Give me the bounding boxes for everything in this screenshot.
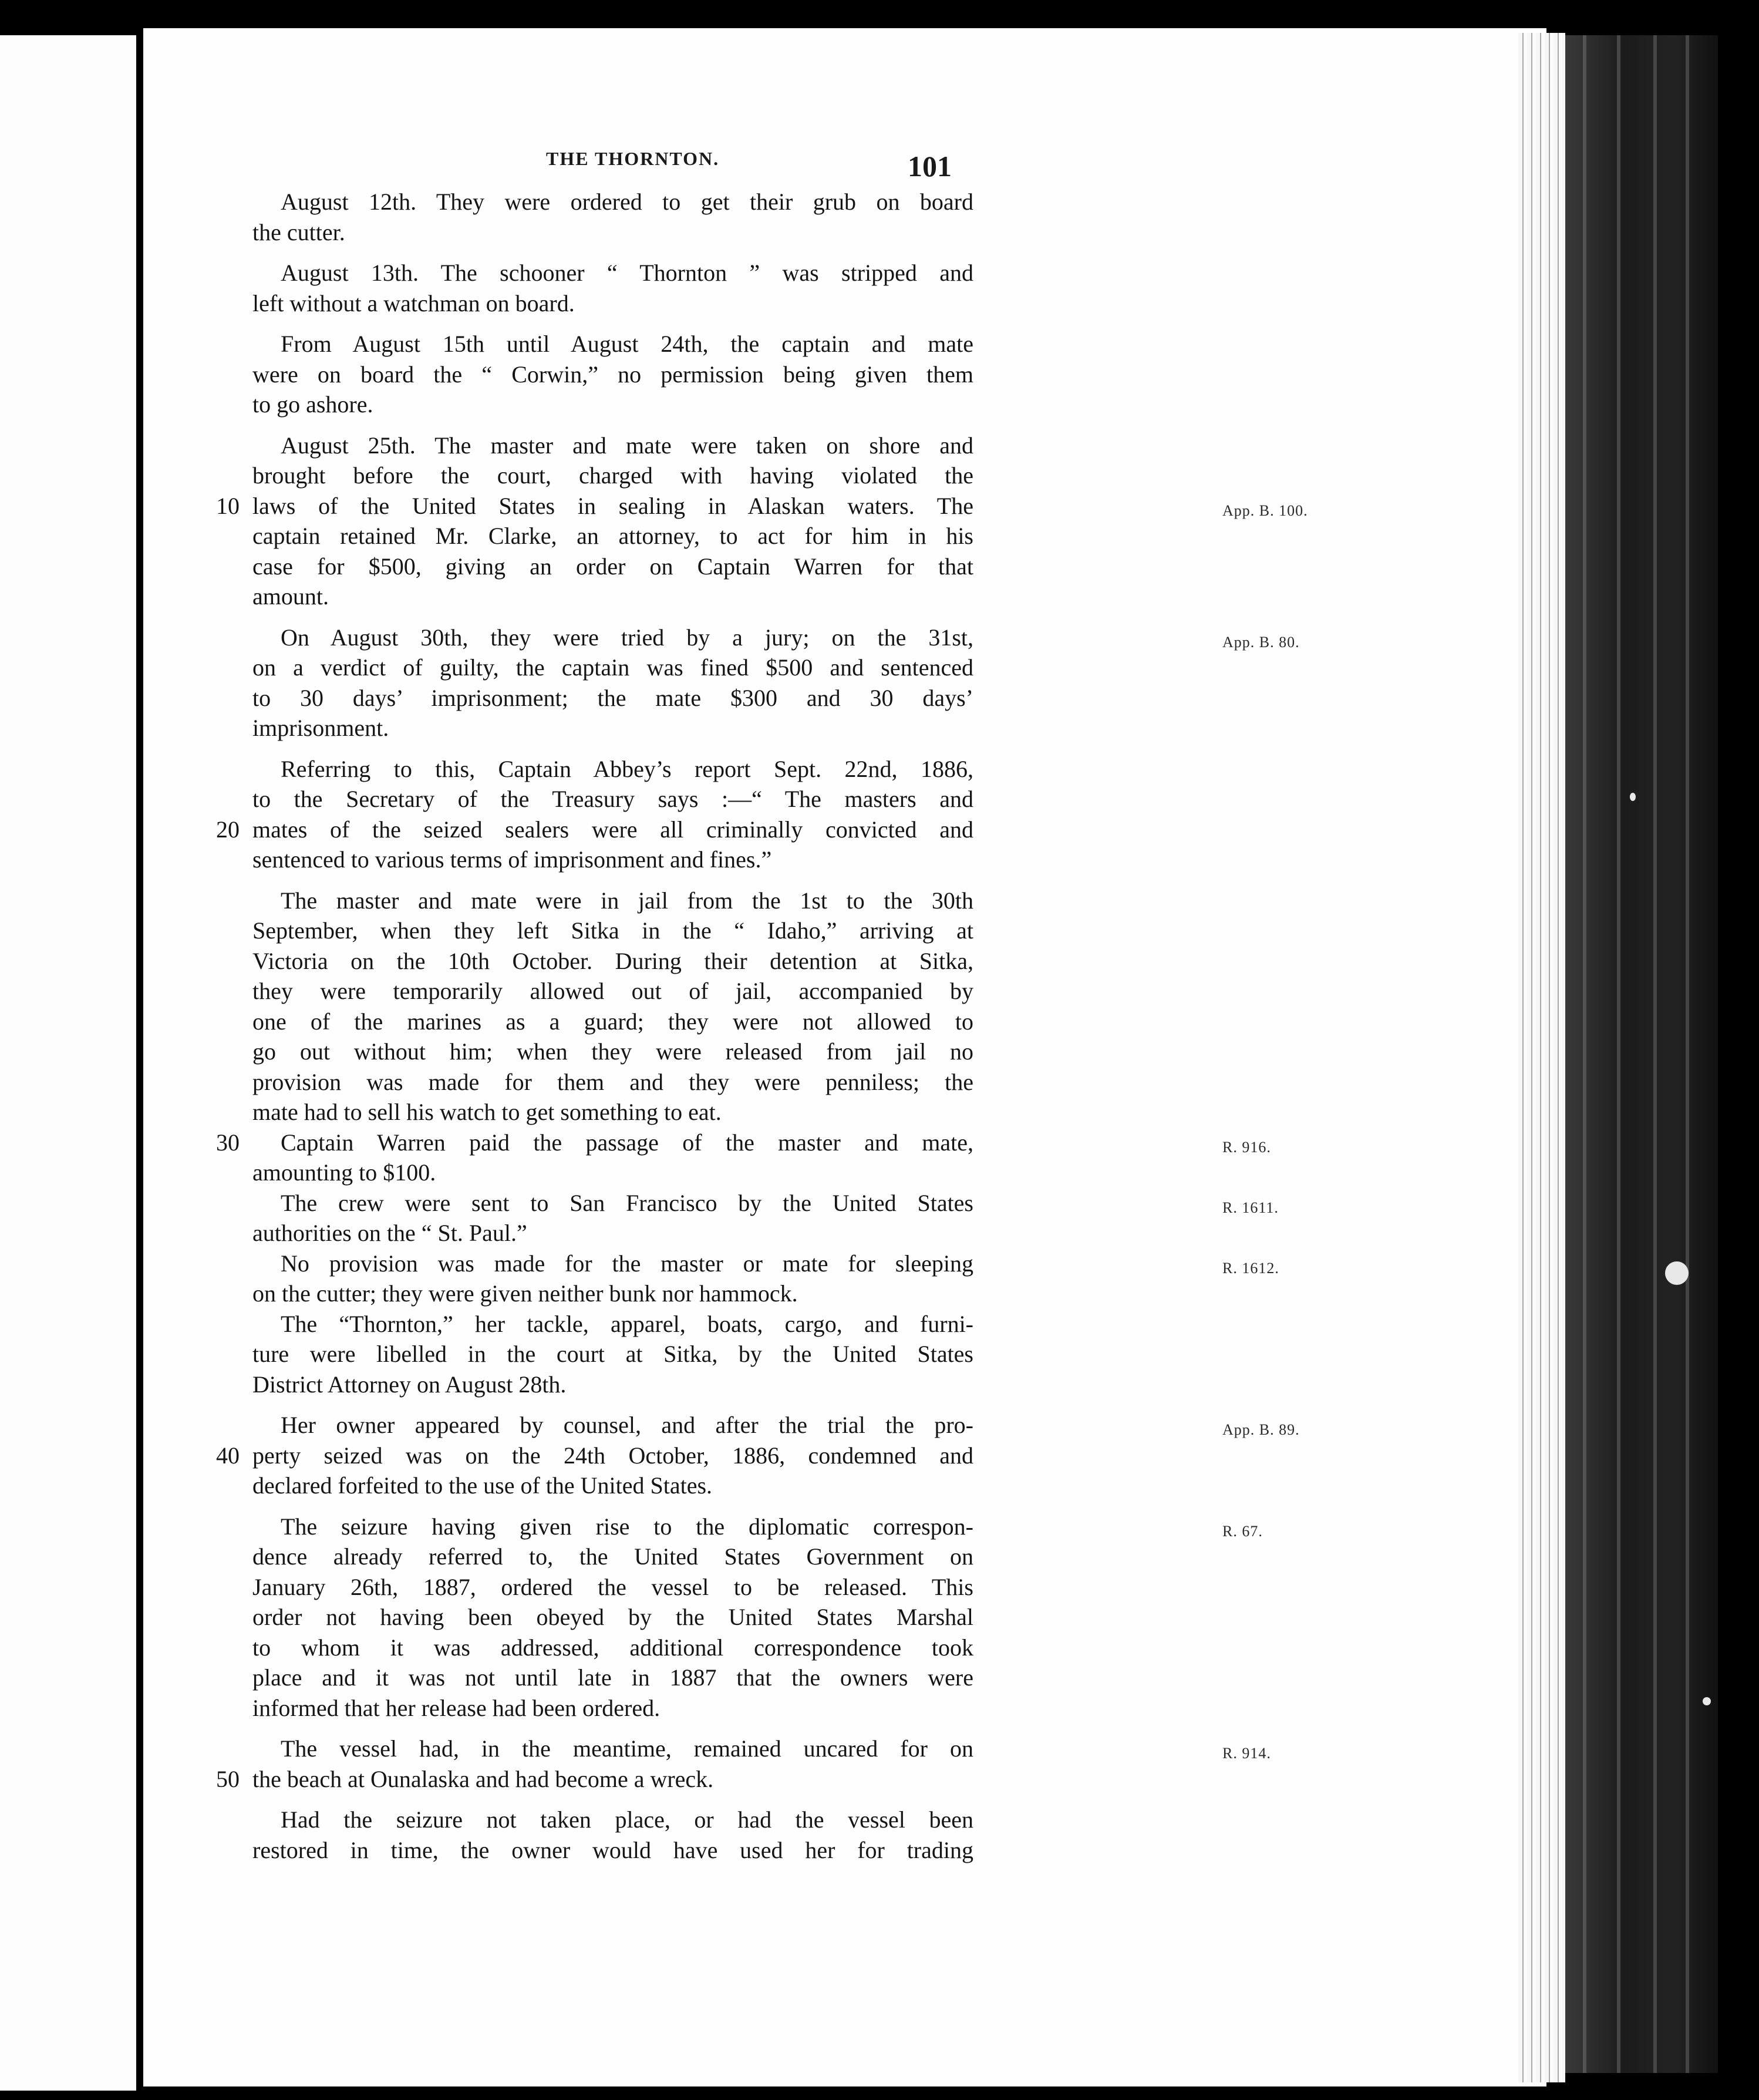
line-text: provision was made for them and they were penniless; the [252, 1068, 973, 1095]
paragraph [252, 187, 973, 247]
text-line [252, 1218, 973, 1248]
line-text: August 13th. The schooner “ Thornton ” was stripped and [281, 260, 973, 286]
line-text: mates of the seized sealers were all criminally convicted and [252, 816, 973, 843]
line-text: The vessel had, in the meantime, remained uncared for on [281, 1735, 973, 1762]
margin-reference: App. B. 80. [1222, 633, 1300, 651]
line-text: laws of the United States in sealing in Alaskan waters. The [252, 492, 973, 519]
page-number: 101 [908, 150, 952, 183]
text-line [252, 460, 973, 491]
line-text: August 25th. The master and mate were taken on shore and [281, 432, 973, 459]
paragraph [252, 1248, 1279, 1309]
line-number: 50 [216, 1765, 240, 1792]
margin-reference: R. 1612. [1222, 1259, 1279, 1277]
text-line [252, 217, 973, 248]
text-line [252, 844, 973, 875]
paragraph [252, 1309, 973, 1400]
text-line [216, 1128, 1271, 1158]
text-line [252, 1633, 973, 1663]
line-text: January 26th, 1887, ordered the vessel to be released. This [252, 1573, 973, 1600]
text-line [252, 359, 973, 390]
line-text: go out without him; when they were released from jail no [252, 1038, 973, 1065]
paragraph [216, 430, 1308, 612]
line-text: August 12th. They were ordered to get their grub on board [281, 189, 973, 215]
line-text: to whom it was addressed, additional correspondence took [252, 1634, 973, 1661]
text-line [252, 1097, 973, 1128]
text-line [252, 1662, 973, 1693]
line-number: 20 [216, 816, 240, 843]
text-line [216, 1441, 973, 1471]
text-line [252, 1369, 973, 1400]
line-text: restored in time, the owner would have used her for trading [252, 1836, 973, 1863]
text-line [252, 1512, 1263, 1542]
margin-reference: R. 916. [1222, 1138, 1271, 1156]
line-text: on a verdict of guilty, the captain was fined $500 and sentenced [252, 654, 973, 681]
paragraph [252, 1188, 1279, 1248]
line-text: The seizure having given rise to the diplomatic correspon- [281, 1513, 973, 1540]
line-text: District Attorney on August 28th. [252, 1371, 567, 1398]
text-line [252, 1572, 973, 1603]
line-text: imprisonment. [252, 715, 389, 741]
line-text: declared forfeited to the use of the United States. [252, 1472, 713, 1499]
text-line [252, 521, 973, 551]
text-line [252, 1278, 973, 1309]
line-text: Victoria on the 10th October. During their detention at Sitka, [252, 947, 973, 974]
text-line [252, 622, 1300, 653]
paragraph [216, 754, 973, 875]
line-text: ture were libelled in the court at Sitka, by the United States [252, 1341, 973, 1367]
line-text: amounting to $100. [252, 1159, 436, 1186]
line-text: left without a watchman on board. [252, 290, 575, 317]
line-text: to go ashore. [252, 391, 373, 418]
line-text: order not having been obeyed by the United States Marshal [252, 1604, 973, 1630]
paragraph [252, 258, 973, 318]
line-text: Her owner appeared by counsel, and after the trial the pro- [281, 1412, 973, 1438]
text-line [252, 1188, 1279, 1219]
line-text: On August 30th, they were tried by a jury; on the 31st, [281, 624, 973, 651]
paragraph [252, 1805, 973, 1865]
text-line [252, 1248, 1279, 1279]
margin-reference: R. 67. [1222, 1522, 1263, 1540]
margin-reference: R. 914. [1222, 1745, 1271, 1762]
text-line [252, 784, 973, 815]
line-number: 10 [216, 492, 240, 519]
text-line [252, 652, 973, 683]
line-text: The crew were sent to San Francisco by the United States [281, 1189, 973, 1216]
line-text: dence already referred to, the United States Government on [252, 1543, 973, 1570]
text-line [252, 1835, 973, 1866]
margin-reference: App. B. 100. [1222, 502, 1308, 519]
line-text: place and it was not until late in 1887 that the owners were [252, 1664, 973, 1691]
line-text: to the Secretary of the Treasury says :—“ The masters and [252, 786, 973, 812]
text-line [252, 258, 973, 288]
page-block-edges [1518, 33, 1565, 2082]
paragraph [216, 1128, 1271, 1188]
line-text: authorities on the “ St. Paul.” [252, 1220, 527, 1246]
line-text: captain retained Mr. Clarke, an attorney, to act for him in his [252, 523, 973, 549]
line-text: perty seized was on the 24th October, 1886, condemned and [252, 1442, 973, 1469]
text-line [252, 976, 973, 1007]
text-line [252, 1157, 973, 1188]
text-line [252, 1067, 973, 1098]
text-line [252, 1805, 973, 1835]
line-number: 40 [216, 1442, 240, 1469]
text-line [252, 1339, 973, 1369]
running-head: THE THORNTON. [546, 148, 720, 169]
line-text: Captain Warren paid the passage of the master and mate, [281, 1129, 973, 1156]
text-line [252, 1036, 973, 1067]
text-line [252, 187, 973, 217]
paragraph [252, 886, 973, 1128]
text-line [252, 1734, 1271, 1764]
line-text: Referring to this, Captain Abbey’s report Sept. 22nd, 1886, [281, 755, 973, 782]
text-line [216, 1764, 973, 1795]
paragraph [252, 622, 1300, 743]
text-line [252, 713, 973, 743]
text-line [252, 1410, 1300, 1441]
text-line [252, 1693, 973, 1724]
text-line [252, 1309, 973, 1340]
line-text: The “Thornton,” her tackle, apparel, boats, cargo, and furni- [281, 1310, 973, 1337]
line-text: Had the seizure not taken place, or had the vessel been [281, 1806, 973, 1833]
text-line [252, 329, 973, 359]
line-text: the cutter. [252, 218, 345, 245]
line-text: mate had to sell his watch to get something to eat. [252, 1099, 722, 1125]
text-line [252, 288, 973, 319]
line-text: brought before the court, charged with having violated the [252, 462, 973, 489]
text-line [252, 683, 973, 714]
line-text: the beach at Ounalaska and had become a wreck. [252, 1765, 714, 1792]
paragraph [252, 329, 973, 420]
book-cover-edge [1565, 35, 1718, 2073]
text-line [252, 430, 973, 461]
paragraph [216, 1734, 1271, 1794]
line-text: were on board the “ Corwin,” no permission being given them [252, 361, 973, 388]
text-line [252, 886, 973, 916]
text-line [252, 551, 973, 582]
text-line [216, 815, 973, 845]
facing-page-edge [0, 35, 136, 2091]
line-text: September, when they left Sitka in the “ Idaho,” arriving at [252, 917, 973, 944]
line-text: No provision was made for the master or mate for sleeping [281, 1250, 973, 1277]
line-text: case for $500, giving an order on Captain Warren for that [252, 553, 973, 580]
text-line [252, 581, 973, 612]
text-line [252, 1007, 973, 1037]
text-line [252, 1542, 973, 1572]
line-text: to 30 days’ imprisonment; the mate $300 and 30 days’ [252, 684, 973, 711]
line-text: on the cutter; they were given neither bunk nor hammock. [252, 1280, 798, 1307]
paragraph [252, 1512, 1263, 1724]
paragraph [216, 1410, 1300, 1501]
line-text: From August 15th until August 24th, the captain and mate [281, 331, 973, 357]
text-line [252, 389, 973, 420]
margin-reference: R. 1611. [1222, 1199, 1279, 1216]
text-line [216, 491, 1308, 521]
text-line [252, 1470, 973, 1501]
text-line [252, 916, 973, 946]
line-text: they were temporarily allowed out of jail, accompanied by [252, 978, 973, 1004]
line-number: 30 [216, 1129, 240, 1156]
line-text: informed that her release had been ordered. [252, 1694, 661, 1721]
text-line [252, 946, 973, 977]
line-text: sentenced to various terms of imprisonment and fines.” [252, 846, 772, 873]
line-text: amount. [252, 583, 329, 610]
margin-reference: App. B. 89. [1222, 1421, 1300, 1438]
text-line [252, 754, 973, 785]
line-text: one of the marines as a guard; they were not allowed to [252, 1008, 973, 1035]
line-text: The master and mate were in jail from the 1st to the 30th [281, 887, 973, 914]
body-text [216, 187, 1308, 1876]
text-line [252, 1602, 973, 1633]
